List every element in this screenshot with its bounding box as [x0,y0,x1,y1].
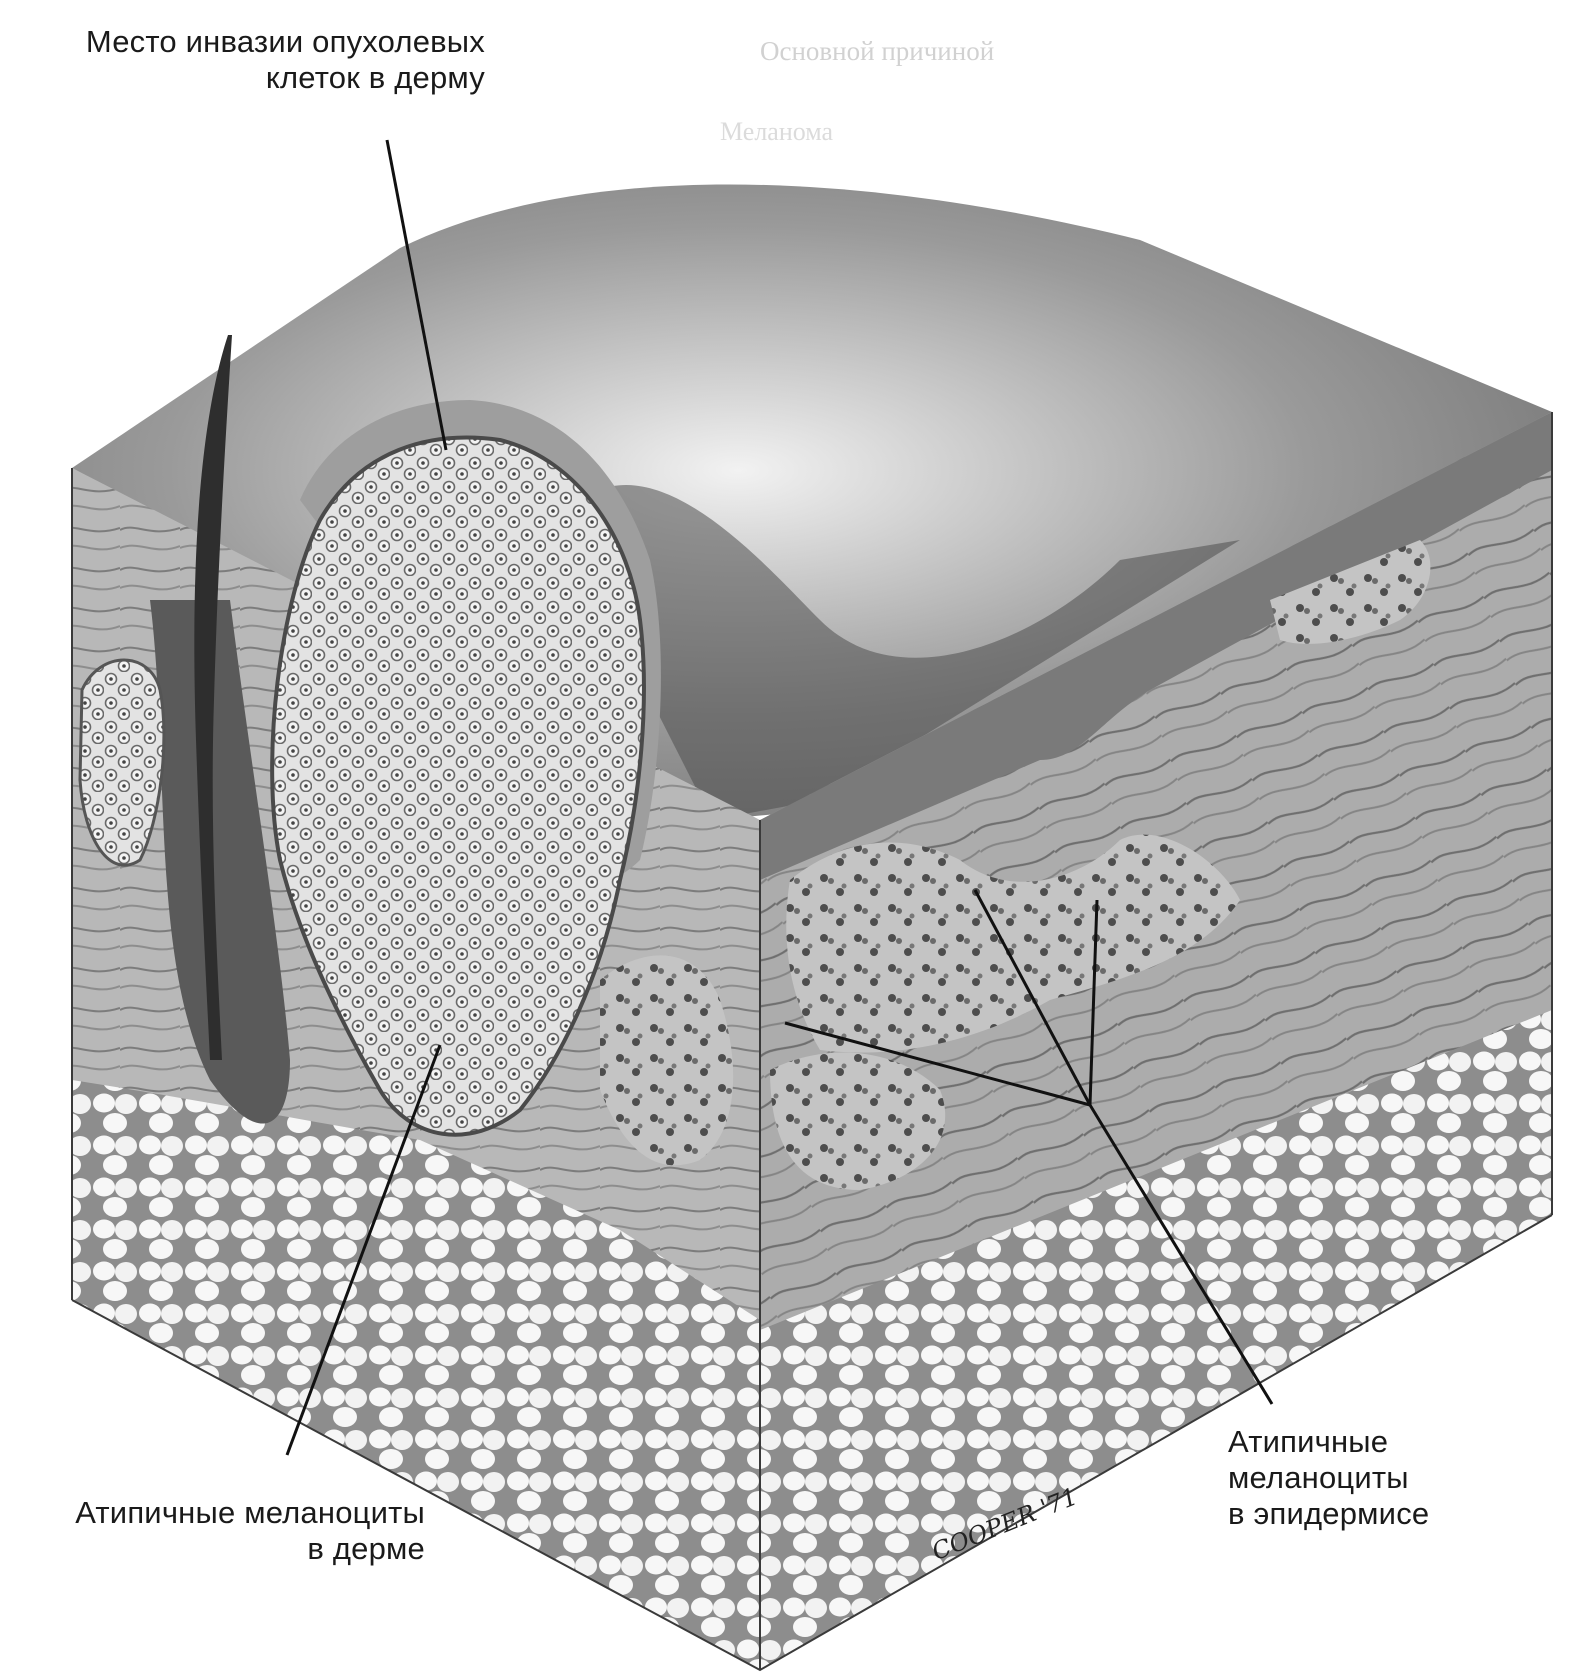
label-dermis-line2: в дерме [307,1531,425,1566]
bg-line: Меланома [720,117,834,146]
label-dermis-melanocytes [20,1495,425,1567]
bg-line: Основной причиной [760,36,995,66]
label-epidermis-melanocytes [1228,1424,1488,1532]
label-invasion-site [20,24,485,96]
label-epidermis-line3: в эпидермисе [1228,1496,1430,1531]
label-dermis-line1: Атипичные меланоциты [75,1495,425,1530]
artist-signature: COOPER '71 [928,1482,1082,1566]
label-epidermis-line2: меланоциты [1228,1460,1409,1495]
label-invasion-line2: клеток в дерму [265,60,485,95]
label-invasion-line1: Место инвазии опухолевых [85,24,485,59]
label-epidermis-line1: Атипичные [1228,1424,1389,1459]
sebaceous-gland [80,660,164,865]
